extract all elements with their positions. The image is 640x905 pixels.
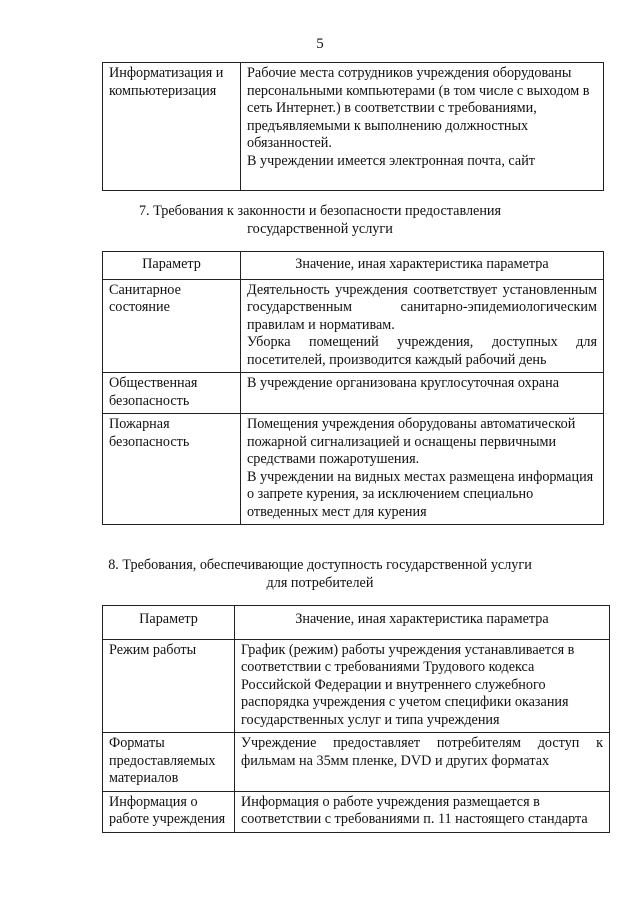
param-cell: Санитарное состояние [103, 279, 241, 373]
page-number: 5 [316, 36, 324, 52]
value-line: Рабочие места сотрудников учреждения оборудованы персональными компьютерами (в том числе с выходом в сеть Интернет.) в соответствии с требованиями, предъявляемыми к выполнению должностных обязанностей. [247, 65, 590, 151]
value-cell [241, 373, 604, 414]
value-cell [241, 63, 604, 191]
value-cell [241, 279, 604, 373]
param-cell: Информация о работе учреждения [103, 791, 235, 832]
value-line: В учреждении на видных местах размещена информация о запрете курения, за исключением специально отведенных мест для курения [247, 468, 594, 520]
value-line: Уборка помещений учреждения, доступных для посетителей, производится каждый рабочий день [247, 334, 597, 368]
value-cell [235, 733, 610, 792]
value-cell [241, 414, 604, 525]
value-line: В учреждении имеется электронная почта, сайт [247, 152, 535, 169]
section-8-title [0, 556, 640, 592]
table-row [103, 791, 610, 832]
table-row [103, 639, 610, 733]
table-row [103, 414, 604, 525]
value-line: График (режим) работы учреждения устанавливается в соответствии с требованиями Трудового кодекса Российской Федерации и внутреннего служебного распорядка учреждения с учетом специфики оказания государственных услуг и типа учреждения [241, 641, 575, 728]
value-line: В учреждение организована круглосуточная охрана [247, 375, 559, 391]
header-param: Параметр [103, 252, 241, 280]
section-title-line: 8. Требования, обеспечивающие доступность государственной услуги [108, 557, 532, 573]
header-param: Параметр [103, 606, 235, 640]
value-line: Деятельность учреждения соответствует установленным государственным санитарно-эпидемиологическим правилам и нормативам. [247, 281, 597, 333]
section-title-line: государственной услуги [247, 221, 393, 237]
table-legality-safety [102, 251, 604, 525]
param-cell: Пожарная безопасность [103, 414, 241, 525]
table-row [103, 63, 604, 191]
param-cell: Общественная безопасность [103, 373, 241, 414]
table-row [103, 733, 610, 792]
header-value: Значение, иная характеристика параметра [235, 606, 610, 640]
table-row [103, 279, 604, 373]
param-cell: Форматы предоставляемых материалов [103, 733, 235, 792]
value-cell [235, 791, 610, 832]
table-accessibility [102, 605, 610, 833]
table-informatization [102, 62, 604, 191]
section-title-line: 7. Требования к законности и безопасности предоставления [138, 203, 502, 219]
header-value: Значение, иная характеристика параметра [241, 252, 604, 280]
value-line: Учреждение предоставляет потребителям доступ к фильмам на 35мм пленке, DVD и других форматах [241, 735, 603, 769]
table-row [103, 373, 604, 414]
table-header-row [103, 606, 610, 640]
param-cell: Режим работы [103, 639, 235, 733]
table-header-row [103, 252, 604, 280]
value-cell [235, 639, 610, 733]
value-line: Информация о работе учреждения размещается в соответствии с требованиями п. 11 настоящего стандарта [241, 793, 588, 827]
value-line: Помещения учреждения оборудованы автоматической пожарной сигнализацией и оснащены первичными средствами пожаротушения. [247, 416, 576, 467]
section-title-line: для потребителей [266, 575, 374, 591]
param-cell: Информатизация и компьютеризация [103, 63, 241, 191]
section-7-title [0, 202, 640, 238]
